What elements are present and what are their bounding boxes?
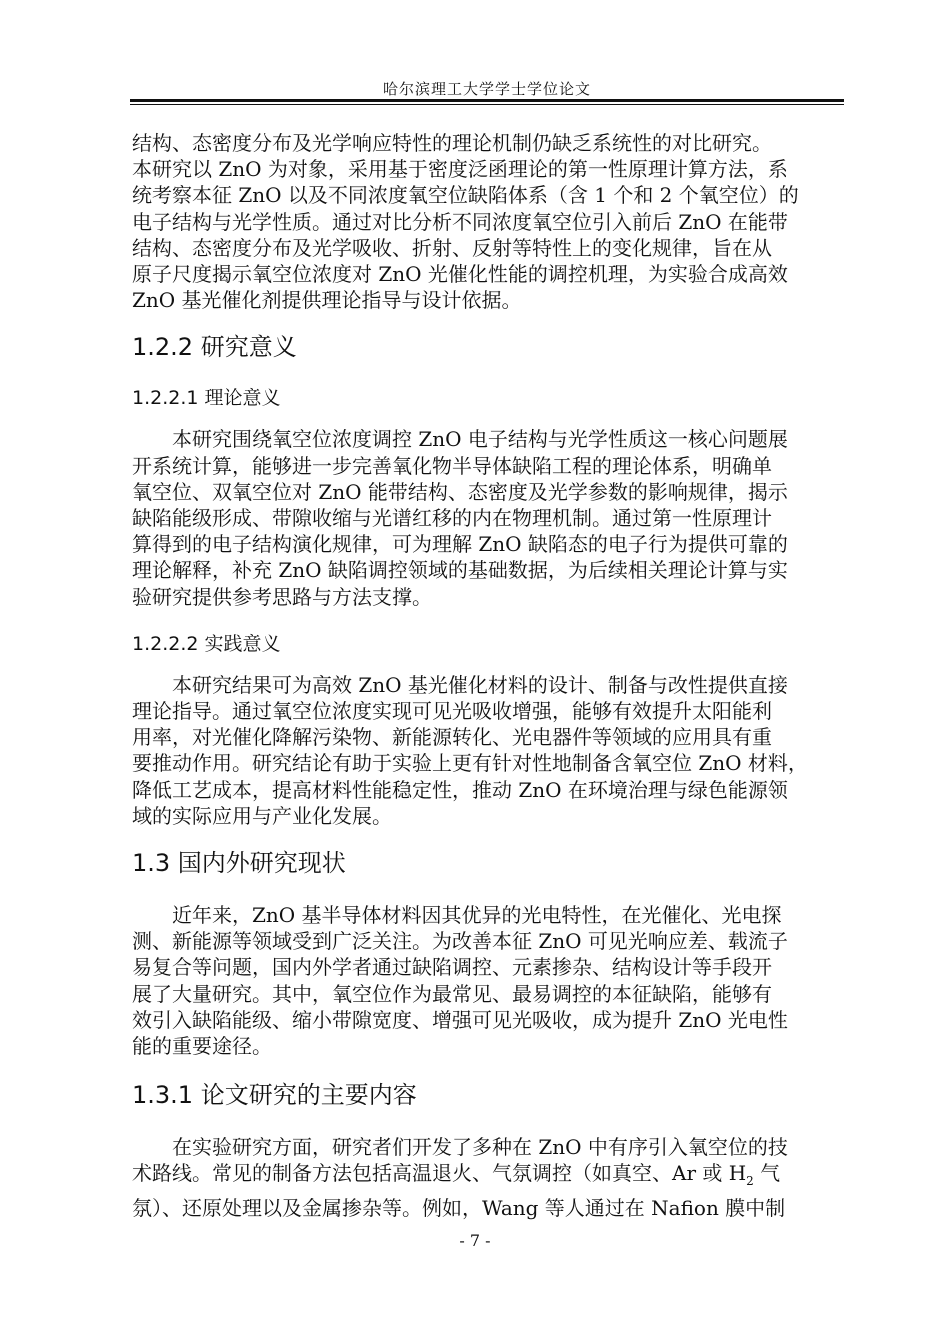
text-line: 用率，对光催化降解污染物、新能源转化、光电器件等领域的应用具有重	[132, 725, 772, 750]
paragraph-intro	[132, 130, 848, 313]
text-line: 展了大量研究。其中，氧空位作为最常见、最易调控的本征缺陷，能够有	[132, 981, 772, 1006]
text-line: 域的实际应用与产业化发展。	[132, 803, 392, 828]
text-line	[132, 1160, 848, 1194]
paragraph-theory	[132, 426, 848, 609]
subscript: 2	[746, 1174, 754, 1189]
text-line: 易复合等问题，国内外学者通过缺陷调控、元素掺杂、结构设计等手段开	[132, 955, 772, 980]
text-segment: 气	[753, 1161, 781, 1186]
text-line: 测、新能源等领域受到广泛关注。为改善本征 ZnO 可见光响应差、载流子	[132, 929, 788, 954]
text-line: 氛）、还原处理以及金属掺杂等。例如，Wang 等人通过在 Nafion 膜中制	[132, 1195, 786, 1220]
section-heading-1-2-2-1: 1.2.2.1 理论意义	[132, 387, 281, 410]
text-line: 开系统计算，能够进一步完善氧化物半导体缺陷工程的理论体系，明确单	[132, 453, 772, 478]
text-line: 验研究提供参考思路与方法支撑。	[132, 584, 432, 609]
text-segment: 术路线。常见的制备方法包括高温退火、气氛调控（如真空、Ar 或 H	[132, 1161, 747, 1186]
paragraph-practice	[132, 672, 848, 829]
section-heading-1-3: 1.3 国内外研究现状	[132, 849, 346, 878]
text-line: 结构、态密度分布及光学响应特性的理论机制仍缺乏系统性的对比研究。	[132, 131, 772, 155]
section-heading-1-2-2: 1.2.2 研究意义	[132, 333, 297, 362]
text-line: 缺陷能级形成、带隙收缩与光谱红移的内在物理机制。通过第一性原理计	[132, 506, 772, 531]
text-line: 要推动作用。研究结论有助于实验上更有针对性地制备含氧空位 ZnO 材料，	[132, 751, 808, 776]
running-header: 哈尔滨理工大学学士学位论文	[382, 80, 591, 98]
text-line: 理论解释，补充 ZnO 缺陷调控领域的基础数据，为后续相关理论计算与实	[132, 558, 788, 583]
text-line: 本研究结果可为高效 ZnO 基光催化材料的设计、制备与改性提供直接	[132, 672, 788, 697]
page-body	[132, 126, 848, 1221]
text-line: 理论指导。通过氧空位浓度实现可见光吸收增强，能够有效提升太阳能利	[132, 699, 772, 724]
section-heading-1-2-2-2: 1.2.2.2 实践意义	[132, 632, 281, 655]
text-line: 在实验研究方面，研究者们开发了多种在 ZnO 中有序引入氧空位的技	[132, 1135, 788, 1160]
text-line: 算得到的电子结构演化规律，可为理解 ZnO 缺陷态的电子行为提供可靠的	[132, 532, 788, 557]
section-heading-1-3-1: 1.3.1 论文研究的主要内容	[132, 1081, 417, 1110]
text-line: 电子结构与光学性质。通过对比分析不同浓度氧空位引入前后 ZnO 在能带	[132, 209, 788, 234]
paragraph-main-content	[132, 1134, 848, 1221]
header-rule-thick	[130, 99, 844, 102]
page-number: - 7 -	[459, 1231, 491, 1250]
text-line: 原子尺度揭示氧空位浓度对 ZnO 光催化性能的调控机理，为实验合成高效	[132, 262, 788, 287]
text-line: 统考察本征 ZnO 以及不同浓度氧空位缺陷体系（含 1 个和 2 个氧空位）的	[132, 183, 799, 208]
text-line: 能的重要途径。	[132, 1034, 272, 1059]
text-line: 氧空位、双氧空位对 ZnO 能带结构、态密度及光学参数的影响规律，揭示	[132, 479, 788, 504]
text-line: 本研究以 ZnO 为对象，采用基于密度泛函理论的第一性原理计算方法，系	[132, 157, 788, 182]
text-line: 本研究围绕氧空位浓度调控 ZnO 电子结构与光学性质这一核心问题展	[132, 427, 788, 452]
header-rule-thin	[130, 104, 844, 105]
text-line: ZnO 基光催化剂提供理论指导与设计依据。	[132, 288, 522, 313]
text-line: 效引入缺陷能级、缩小带隙宽度、增强可见光吸收，成为提升 ZnO 光电性	[132, 1007, 788, 1032]
paragraph-research-status	[132, 902, 848, 1059]
text-line: 降低工艺成本，提高材料性能稳定性，推动 ZnO 在环境治理与绿色能源领	[132, 777, 788, 802]
text-line: 结构、态密度分布及光学吸收、折射、反射等特性上的变化规律，旨在从	[132, 235, 772, 260]
text-line: 近年来，ZnO 基半导体材料因其优异的光电特性，在光催化、光电探	[132, 903, 782, 928]
